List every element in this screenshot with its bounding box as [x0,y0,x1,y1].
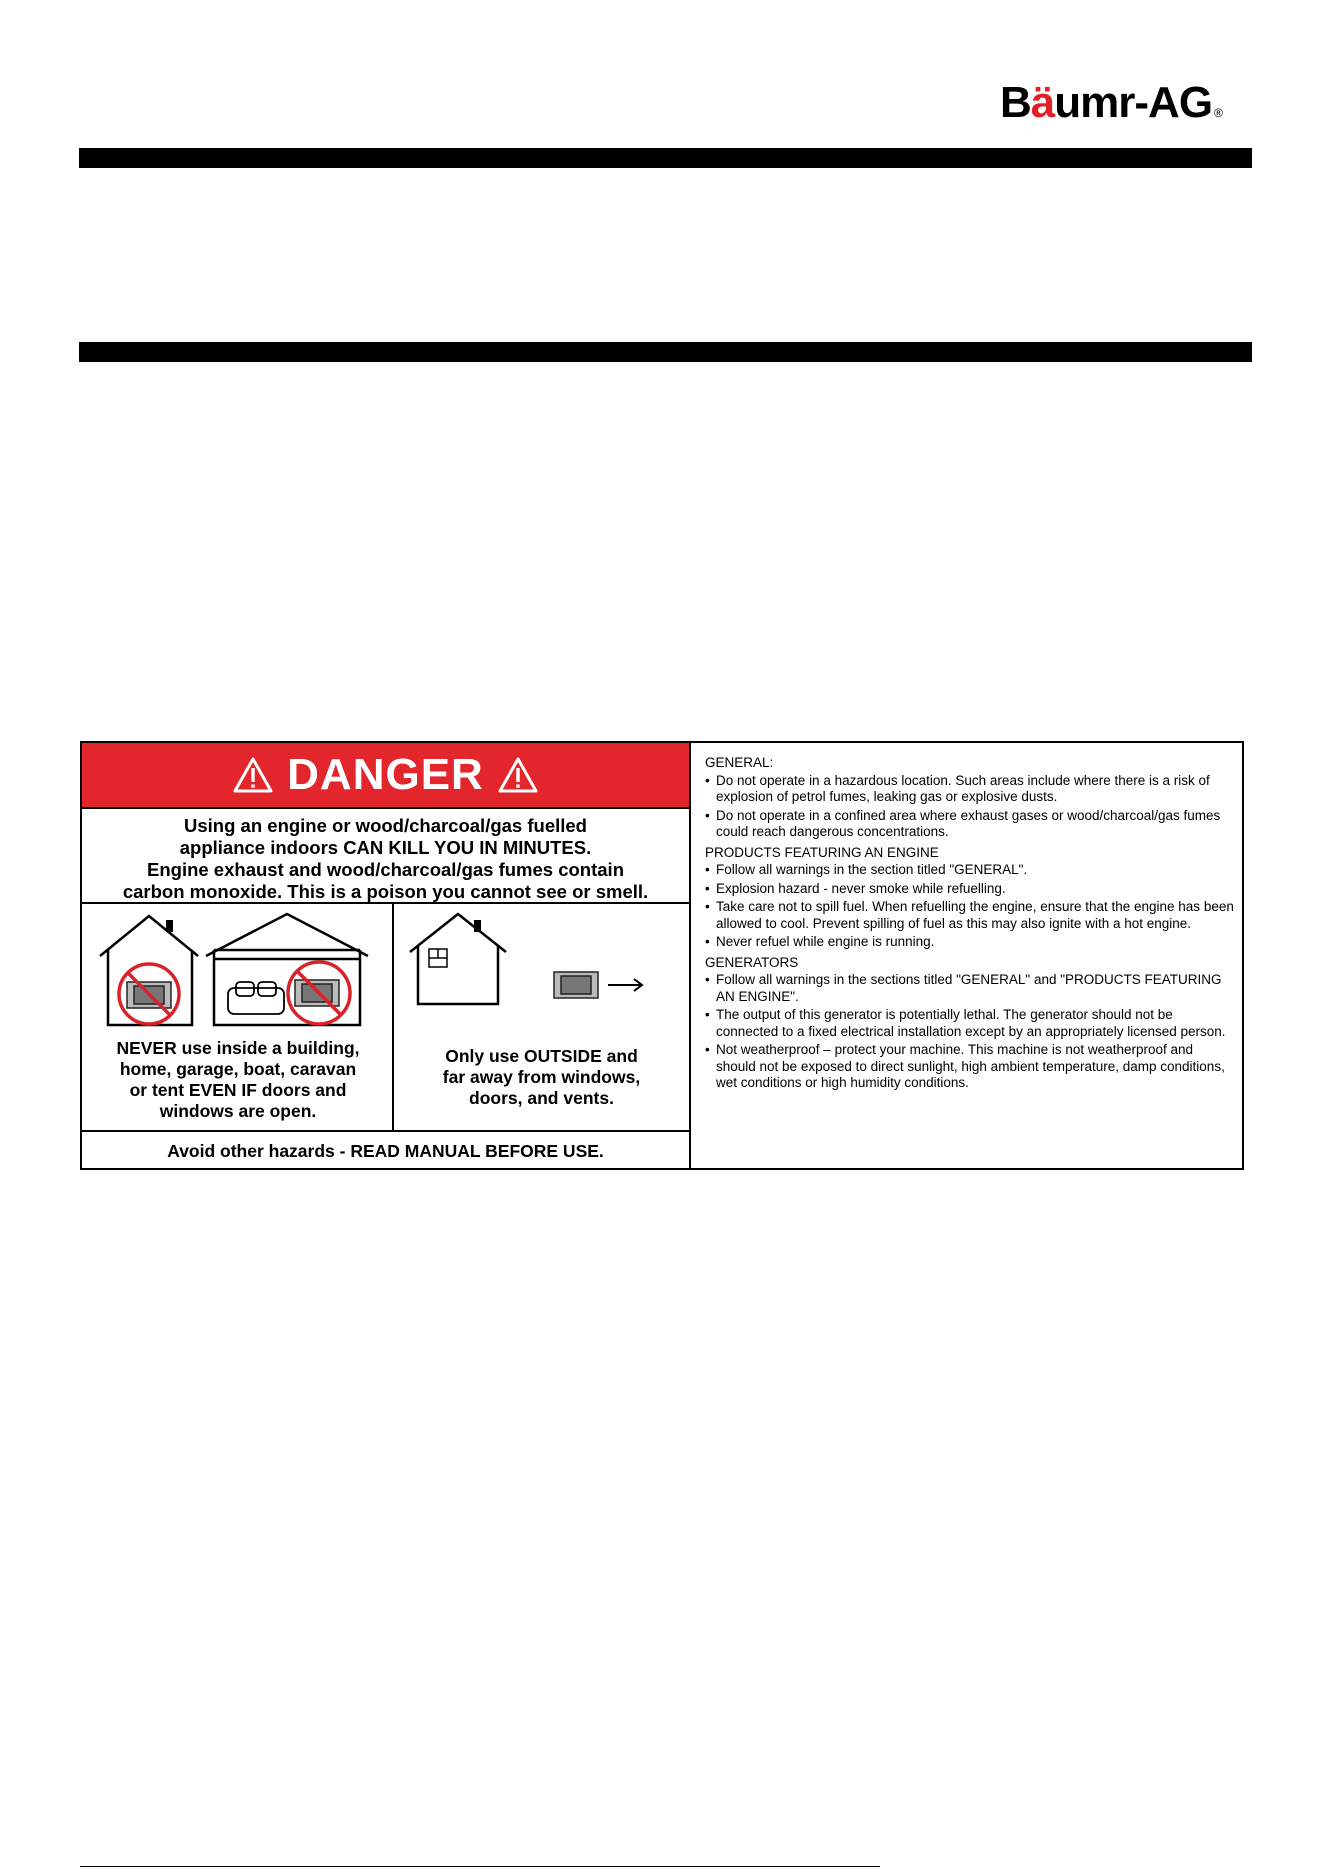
danger-header [82,743,689,807]
list-item: • Follow all warnings in the sections titled "GENERAL" and "PRODUCTS FEATURING AN ENGINE". [705,972,1234,1005]
arrow-right-icon [608,979,642,991]
list-item: • Do not operate in a confined area where exhaust gases or wood/charcoal/gas fumes could reach dangerous concentrations. [705,808,1234,841]
read-manual-footer: Avoid other hazards - READ MANUAL BEFORE USE. [82,1130,689,1170]
list-item: • The output of this generator is potentially lethal. The generator should not be connected to a fixed electrical installation except by an appropriately licensed person. [705,1007,1234,1040]
brand-logo: Bäumr-AG ® [1000,78,1222,127]
sofa-icon [228,982,284,1014]
danger-title: DANGER [287,750,484,799]
warning-triangle-icon [233,757,273,793]
garage-icon [206,914,368,1025]
warning-line: Engine exhaust and wood/charcoal/gas fumes contain [147,859,624,880]
list-item: • Follow all warnings in the section titled "GENERAL". [705,862,1234,879]
indoor-prohibited-icons [82,904,392,1038]
section-heading-general: GENERAL: [705,755,774,770]
section-heading-engine: PRODUCTS FEATURING AN ENGINE [705,844,939,860]
danger-warning-text [82,807,689,904]
generator-icon [554,972,598,998]
warnings-list [691,743,1244,1168]
never-indoors-caption: NEVER use inside a building, home, garage, boat, caravan or tent EVEN IF doors and windows are open. [116,1038,360,1121]
footer-rule [80,1866,880,1867]
header-rule [79,148,1252,168]
section-rule [79,342,1252,362]
generators-list [705,972,1234,1092]
list-item: • Do not operate in a hazardous location. Such areas include where there is a risk of explosion of petrol fumes, leaking gas or explosive dusts. [705,773,1234,806]
list-item: • Explosion hazard - never smoke while refuelling. [705,881,1234,898]
outside-only-caption: Only use OUTSIDE and far away from windows, doors, and vents. [442,1046,641,1108]
list-item: • Not weatherproof – protect your machine. This machine is not weatherproof and should not be exposed to direct sunlight, high ambient temperature, damp conditions, wet conditions or high humidity conditions. [705,1042,1234,1092]
general-list [705,773,1234,841]
safety-warning-panel [80,741,1244,1170]
warning-line: carbon monoxide. This is a poison you cannot see or smell. [122,881,649,902]
engine-list [705,862,1234,951]
house-icon [410,914,506,1004]
illustrations [82,904,689,1130]
warning-line: Using an engine or wood/charcoal/gas fuelled [184,815,587,836]
danger-label [82,743,691,1168]
warning-triangle-icon [498,757,538,793]
window-icon [429,949,447,967]
list-item: • Never refuel while engine is running. [705,934,1234,951]
outdoor-use-illustration [394,904,689,1130]
indoor-prohibited-illustration [82,904,394,1130]
section-heading-generators: GENERATORS [705,954,799,970]
warning-line: appliance indoors CAN KILL YOU IN MINUTES. [179,837,592,858]
outdoor-use-icons [394,904,687,1038]
list-item: • Take care not to spill fuel. When refuelling the engine, ensure that the engine has been allowed to cool. Prevent spilling of fuel as this may also ignite with a hot engine. [705,899,1234,932]
